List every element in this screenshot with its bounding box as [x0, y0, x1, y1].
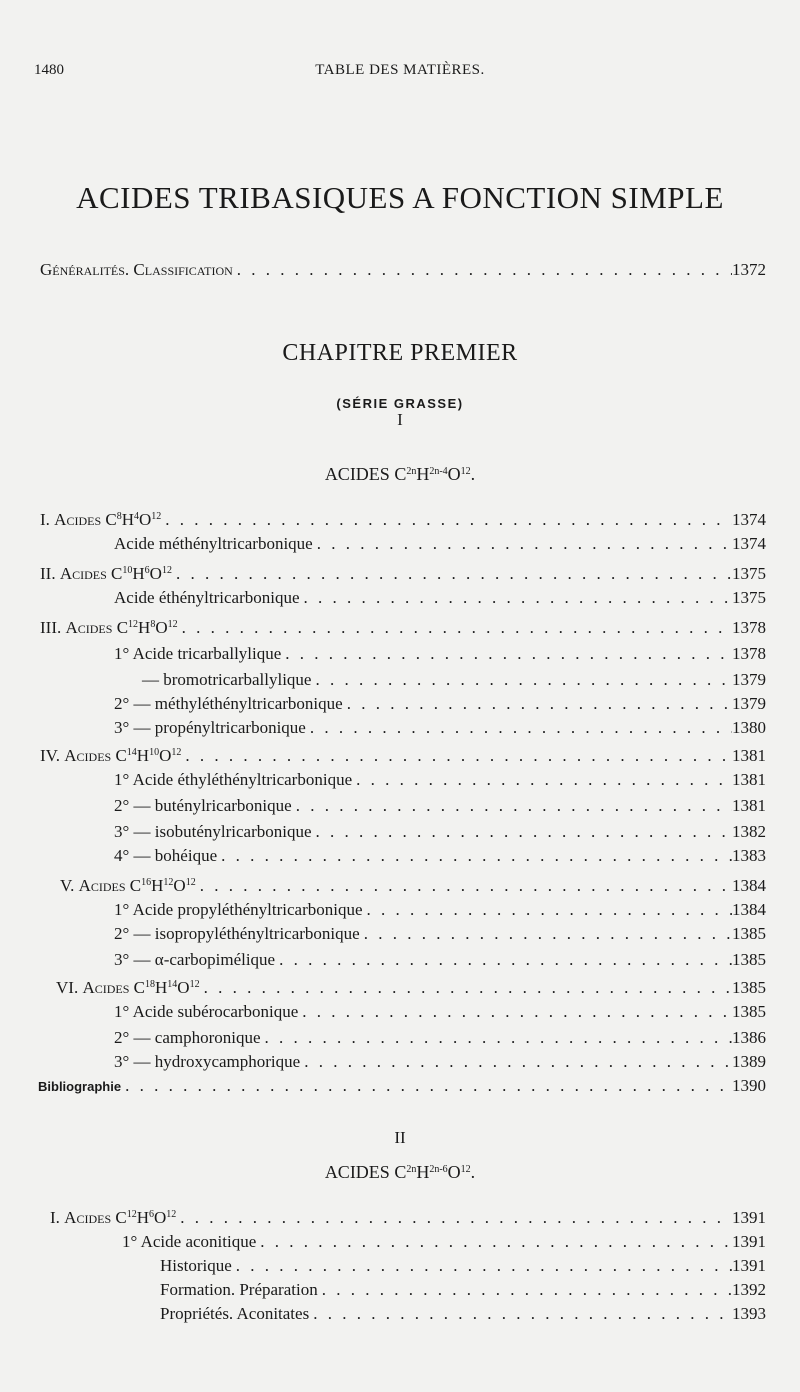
- main-title: ACIDES TRIBASIQUES A FONCTION SIMPLE: [76, 180, 724, 215]
- section-numeral: II: [394, 1128, 406, 1147]
- toc-entry[interactable]: 4° — bohéique . . . 1383: [114, 844, 766, 868]
- entry-label: Généralités. Classification: [40, 260, 233, 279]
- toc-entry[interactable]: 1° Acide subérocarbonique . . . 1385: [114, 1000, 766, 1024]
- toc-entry-acides-group[interactable]: IV. Acides $C^{14}H^{10}O^{12}$ . . . 1381: [40, 744, 766, 768]
- toc-entry-acides-group[interactable]: I. Acides $C^8H^4O^{12}$ . . . 1374: [40, 508, 766, 532]
- toc-entry-acides-group[interactable]: II. Acides $C^{10}H^6O^{12}$ . . . 1375: [40, 562, 766, 586]
- toc-entry[interactable]: 1° Acide tricarballylique . . . 1378: [114, 642, 766, 666]
- entry-page: 1372: [732, 260, 766, 279]
- toc-entry[interactable]: Acide éthényltricarbonique . . . 1375: [114, 586, 766, 610]
- toc-entry-acides-group[interactable]: VI. Acides $C^{18}H^{14}O^{12}$ . . . 1385: [56, 976, 766, 1000]
- toc-entry[interactable]: Propriétés. Aconitates . . . 1393: [160, 1302, 766, 1326]
- toc-entry[interactable]: 1° Acide éthyléthényltricarbonique . . . 1381: [114, 768, 766, 792]
- page-header: [0, 62, 800, 82]
- toc-entry-acides-group[interactable]: V. Acides $C^{16}H^{12}O^{12}$ . . . 1384: [60, 874, 766, 898]
- toc-entry[interactable]: — bromotricarballylique . . . 1379: [142, 668, 766, 692]
- toc-entry[interactable]: 3° — isobuténylricarbonique . . . 1382: [114, 820, 766, 844]
- toc-entry[interactable]: 3° — hydroxycamphorique . . . 1389: [114, 1050, 766, 1074]
- section-heading: ACIDES $C^{2n}H^{2n-4}O^{12}$.: [324, 464, 476, 484]
- running-title: TABLE DES MATIÈRES.: [315, 62, 485, 78]
- section-heading: ACIDES $C^{2n}H^{2n-6}O^{12}$.: [324, 1162, 476, 1182]
- chapter-serie: (SÉRIE GRASSE): [336, 396, 464, 411]
- toc-entry[interactable]: 2° — camphoronique . . . 1386: [114, 1026, 766, 1050]
- toc-entry[interactable]: 2° — méthyléthényltricarbonique . . . 1379: [114, 692, 766, 716]
- section-numeral: I: [397, 410, 403, 429]
- toc-entry[interactable]: 2° — isopropyléthényltricarbonique . . . 1385: [114, 922, 766, 946]
- toc-entry[interactable]: 1° Acide propyléthényltricarbonique . . . 1384: [114, 898, 766, 922]
- toc-entry-bibliographie[interactable]: Bibliographie . . . 1390: [38, 1074, 766, 1098]
- entry-page: 1374: [732, 510, 766, 529]
- toc-entry-generalites[interactable]: [40, 258, 766, 282]
- leader-dots: [233, 258, 732, 282]
- toc-entry[interactable]: 3° — α-carbopimélique . . . 1385: [114, 948, 766, 972]
- toc-entry[interactable]: Acide méthényltricarbonique . . . 1374: [114, 532, 766, 556]
- page-number: 1480: [34, 62, 64, 78]
- toc-entry[interactable]: 2° — buténylricarbonique . . . 1381: [114, 794, 766, 818]
- chapter-title: CHAPITRE PREMIER: [282, 340, 518, 366]
- toc-entry[interactable]: 1° Acide aconitique . . . 1391: [122, 1230, 766, 1254]
- toc-entry[interactable]: Formation. Préparation . . . 1392: [160, 1278, 766, 1302]
- leader-dots: [161, 508, 732, 532]
- toc-entry[interactable]: Historique . . . 1391: [160, 1254, 766, 1278]
- toc-entry-acides-group[interactable]: III. Acides $C^{12}H^8O^{12}$ . . . 1378: [40, 616, 766, 640]
- toc-entry-acides-group[interactable]: I. Acides $C^{12}H^6O^{12}$ . . . 1391: [50, 1206, 766, 1230]
- toc-entry[interactable]: 3° — propényltricarbonique . . . 1380: [114, 716, 766, 740]
